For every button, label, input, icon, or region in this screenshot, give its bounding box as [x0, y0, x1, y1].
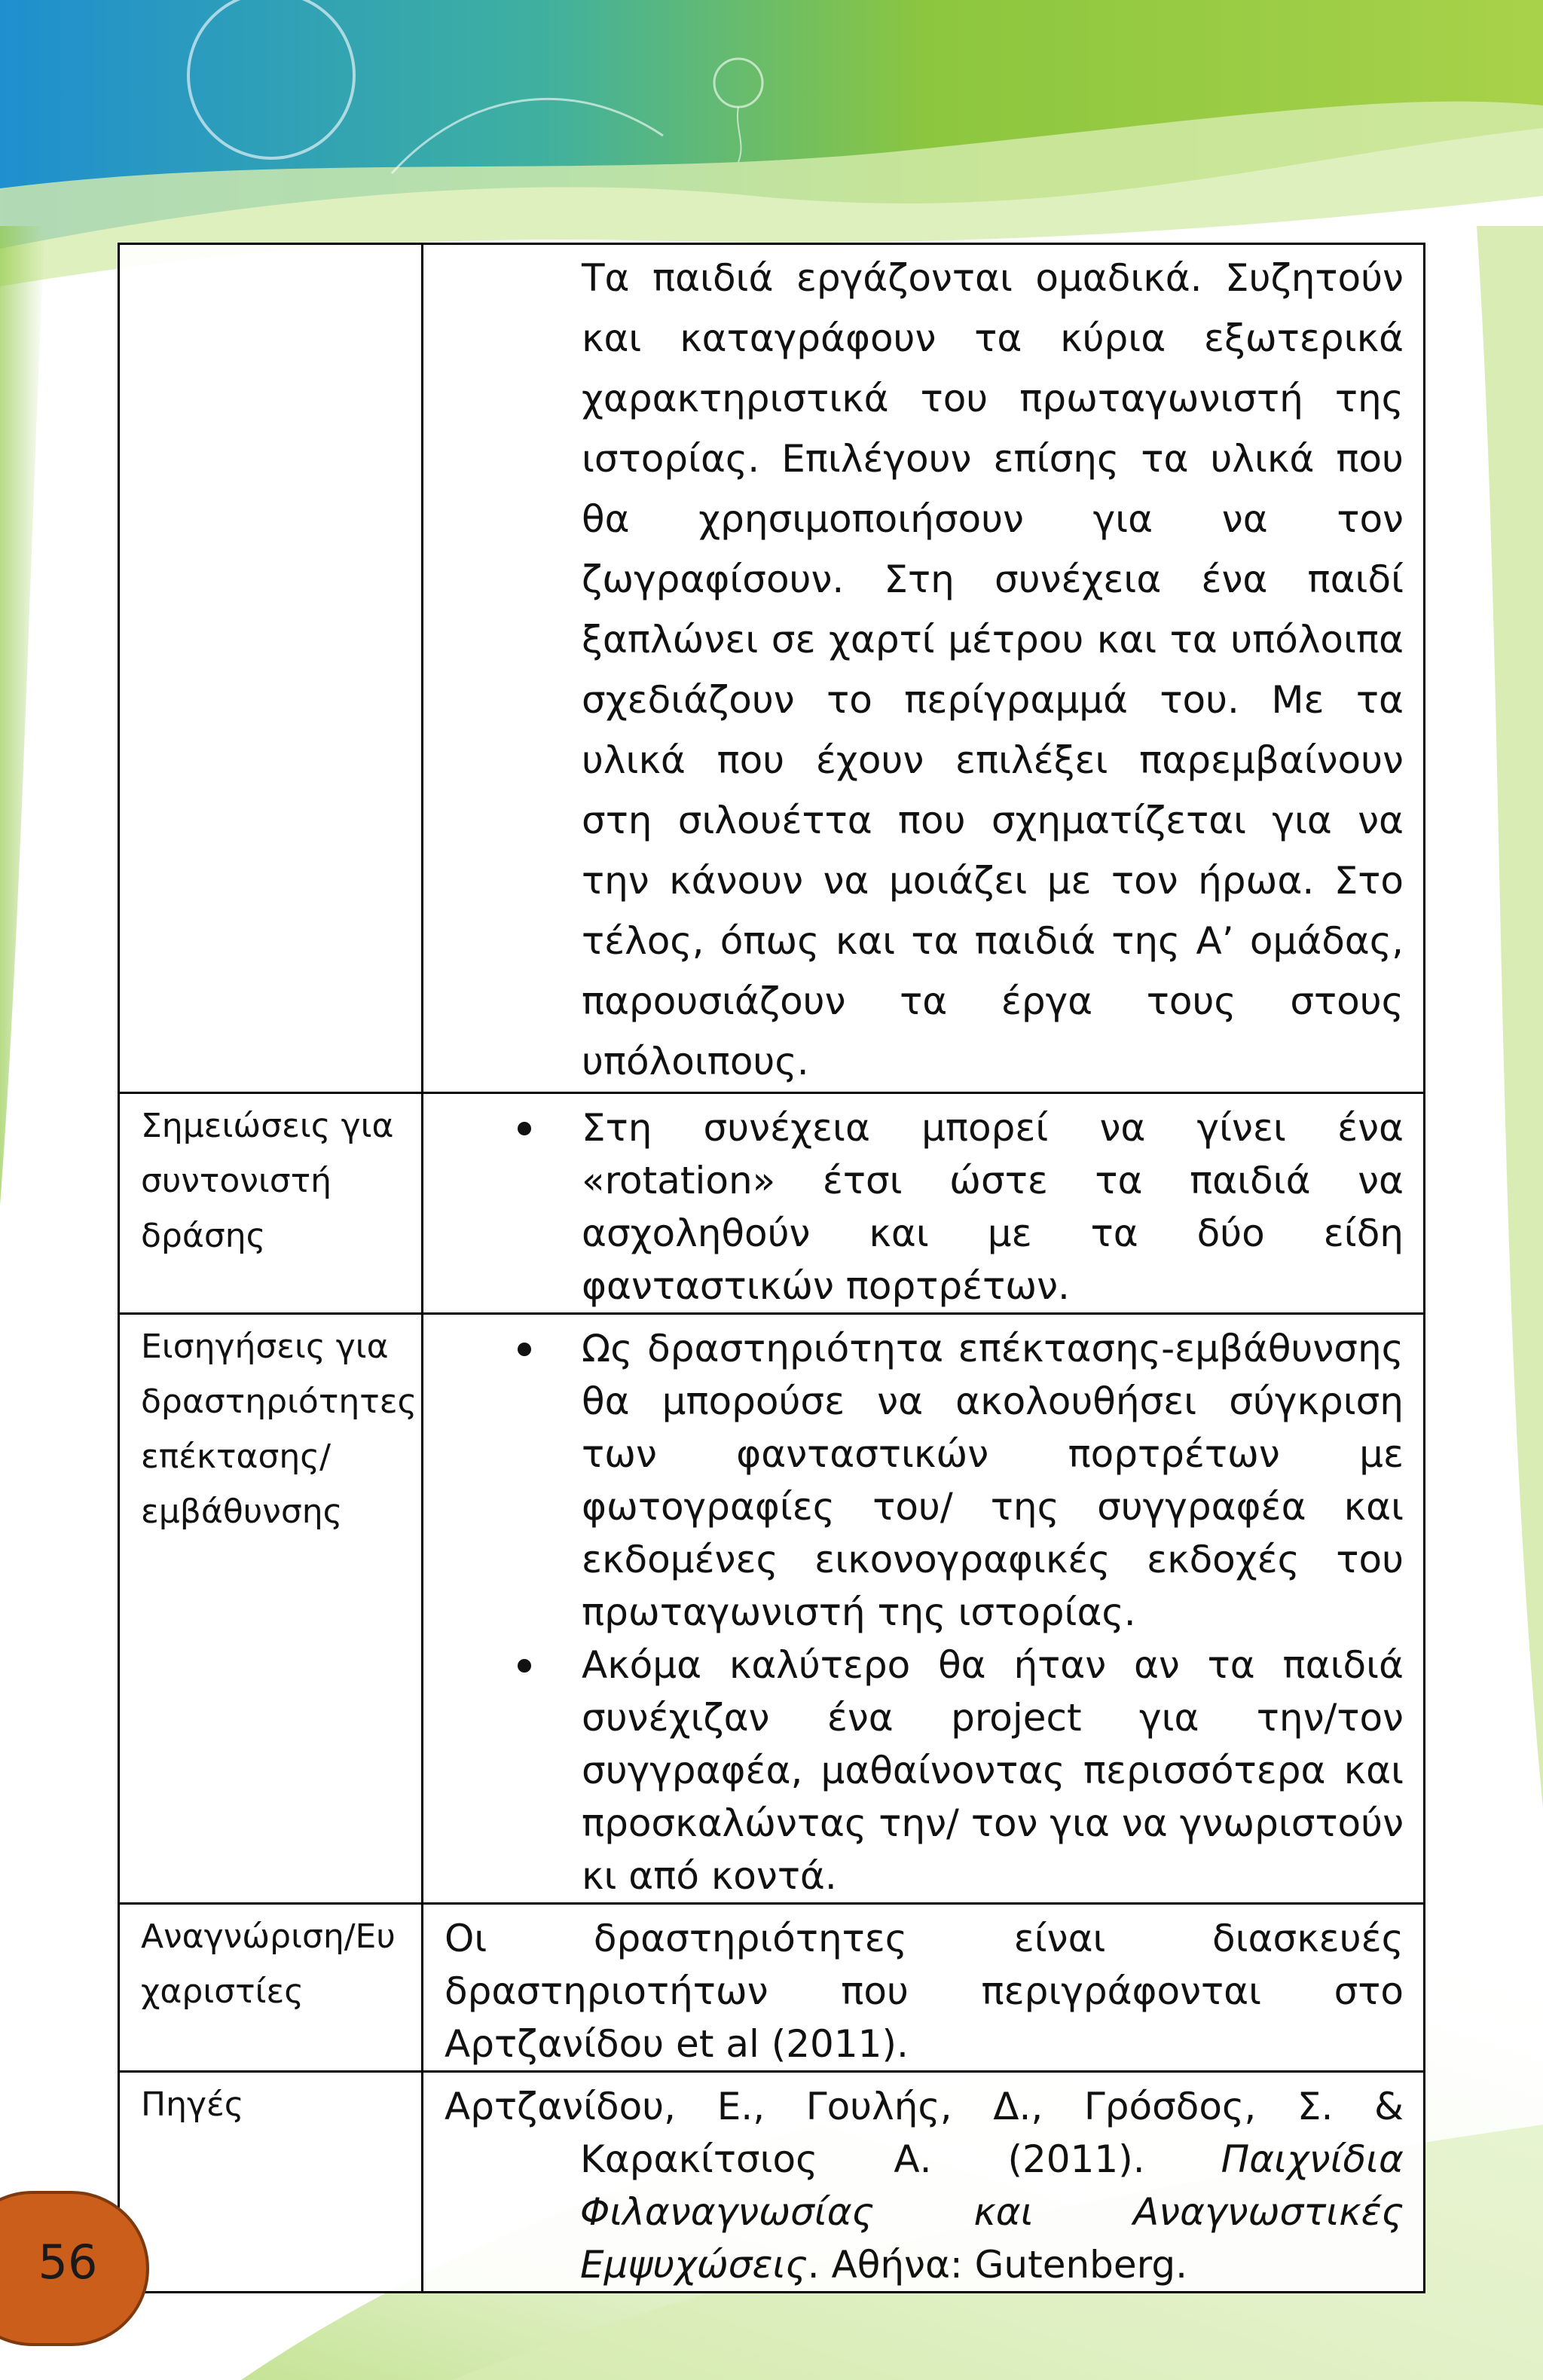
list-item: [423, 1322, 1404, 1639]
note-text: Στη συνέχεια μπορεί να γίνει ένα «rotation» έτσι ώστε τα παιδιά να ασχοληθούν και με τα δύο είδη φανταστικών πορτρέτων.: [582, 1106, 1404, 1308]
row-label: [120, 245, 421, 249]
sources-label: Πηγές: [141, 2085, 244, 2124]
coordinator-notes-label: Σημειώσεις για συντονιστή δράσης: [141, 1107, 394, 1255]
table-cell-content: [423, 244, 1425, 1093]
table-cell-label: [119, 1314, 423, 1904]
reference-publisher: . Αθήνα: Gutenberg.: [807, 2243, 1187, 2287]
acknowledgements-label: Αναγνώριση/Ευ χαριστίες: [141, 1917, 396, 2011]
bullet-icon: [518, 1343, 531, 1356]
suggestion-text: Ως δραστηριότητα επέκτασης-εμβάθυνσης θα μπορούσε να ακολουθήσει σύγκριση των φανταστικών πορτρέτων με φωτογραφίες του/ της συγγραφέα και εκδομένες εικονογραφικές εκδοχές του πρωταγωνιστή της ιστορίας.: [582, 1327, 1404, 1634]
table-cell-content: [423, 1904, 1425, 2072]
list-item: [423, 1639, 1404, 1902]
acknowledgements-text: Οι δραστηριότητες είναι διασκευές δραστηριοτήτων που περιγράφονται στο Αρτζανίδου et al (2011).: [445, 1917, 1404, 2066]
table-cell-label: [119, 2072, 423, 2293]
bullet-icon: [518, 1122, 531, 1135]
reference-authors: Αρτζανίδου, Ε., Γουλής, Δ., Γρόσδος, Σ. & Καρακίτσιος Α. (2011).: [445, 2085, 1404, 2181]
table-row: [119, 1904, 1425, 2072]
table-cell-content: [423, 2072, 1425, 2293]
right-side-band: [1477, 226, 1543, 1808]
table-cell-content: [423, 1093, 1425, 1314]
page-number: 56: [38, 2235, 98, 2290]
list-item: [423, 1101, 1404, 1312]
table-row: [119, 1093, 1425, 1314]
table-cell-label: [119, 1093, 423, 1314]
reference-entry: [423, 2073, 1423, 2291]
activity-description: Τα παιδιά εργάζονται ομαδικά. Συζητούν και καταγράφουν τα κύρια εξωτερικά χαρακτηριστικά του πρωταγωνιστή της ιστορίας. Επιλέγουν επίσης τα υλικά που θα χρησιμοποιήσουν για να τον ζωγραφίσουν. Στη συνέχεια ένα παιδί ξαπλώνει σε χαρτί μέτρου και τα υπόλοιπα σχεδιάζουν το περίγραμμά του. Με τα υλικά που έχουν επιλέξει παρεμβαίνουν στη σιλουέττα που σχηματίζεται για να την κάνουν να μοιάζει με τον ήρωα. Στο τέλος, όπως και τα παιδιά της Α’ ομάδας, παρουσιάζουν τα έργα τους στους υπόλοιπους.: [582, 256, 1404, 1083]
extension-suggestions-list: [423, 1315, 1423, 1902]
extension-suggestions-label: Εισηγήσεις για δραστηριότητες επέκτασης/ εμβάθυνσης: [141, 1327, 417, 1531]
table-cell-content: [423, 1314, 1425, 1904]
table-row: [119, 244, 1425, 1093]
left-side-band: [0, 226, 45, 1205]
coordinator-notes-list: [423, 1094, 1423, 1312]
table-cell-label: [119, 1904, 423, 2072]
reference-title: Παιχνίδια Φιλαναγνωσίας και Αναγνωστικές Εμψυχώσεις: [580, 2137, 1404, 2287]
activity-table: [118, 243, 1425, 2293]
suggestion-text: Ακόμα καλύτερο θα ήταν αν τα παιδιά συνέχιζαν ένα project για την/τον συγγραφέα, μαθαίνοντας περισσότερα και προσκαλώντας την/ τον για να γνωριστούν κι από κοντά.: [582, 1643, 1404, 1898]
table-row: [119, 2072, 1425, 2293]
table-row: [119, 1314, 1425, 1904]
bullet-icon: [518, 1659, 531, 1673]
table-cell-label: [119, 244, 423, 1093]
